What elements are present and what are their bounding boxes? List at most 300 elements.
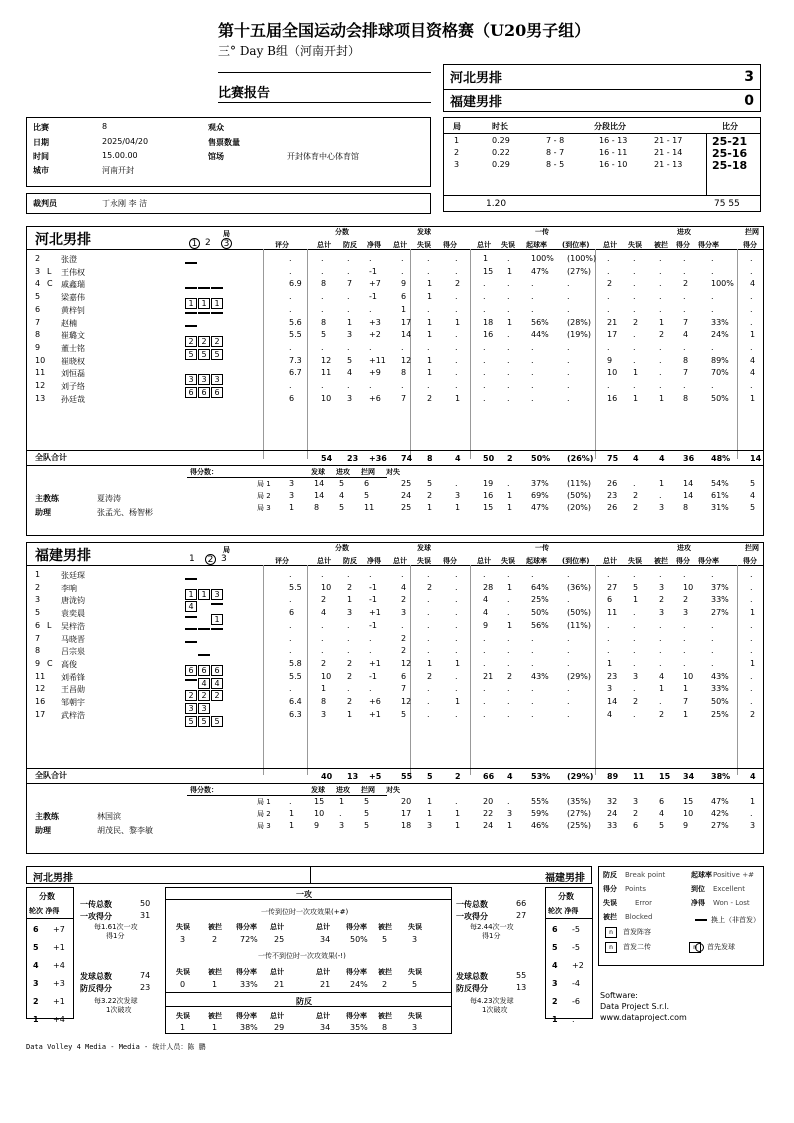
sets-h-score: 比分 bbox=[722, 122, 738, 131]
stat-bp: 7 bbox=[347, 279, 353, 289]
stat-wl: . bbox=[369, 570, 372, 579]
set-stat-ae: 2 bbox=[633, 809, 639, 818]
legend-lineup: 首先发球 bbox=[707, 943, 735, 951]
stat-sp: . bbox=[455, 646, 458, 656]
stat-apct: . bbox=[711, 342, 714, 352]
mid-col-header: 被拦 bbox=[208, 1012, 222, 1020]
stat-ap: 8 bbox=[683, 393, 689, 403]
stat-val: . bbox=[289, 570, 292, 579]
stat-se: . bbox=[427, 570, 430, 579]
set-partial-3: 21 - 14 bbox=[654, 148, 683, 157]
stat-rpos: . bbox=[531, 684, 534, 694]
stat-ab: 1 bbox=[659, 393, 665, 403]
mid-col-header: 得分率 bbox=[236, 1012, 257, 1020]
date-value: 2025/04/20 bbox=[102, 137, 149, 146]
stat-val: 6 bbox=[289, 393, 295, 403]
total-bk: 14 bbox=[750, 454, 762, 463]
stat-sp: . bbox=[455, 608, 458, 618]
stat-bp: . bbox=[347, 570, 350, 579]
date-label: 日期 bbox=[33, 138, 49, 147]
player-name: 刘希锋 bbox=[61, 672, 85, 682]
set-stat-se: 5 bbox=[427, 479, 433, 488]
stat-val: . bbox=[289, 633, 292, 643]
stat-rpos: . bbox=[531, 633, 534, 643]
set-partial-1: 8 - 5 bbox=[546, 160, 565, 169]
referee-box bbox=[26, 193, 431, 214]
stat-val: . bbox=[289, 381, 292, 390]
stat-rt: 28 bbox=[483, 582, 494, 592]
stat-ae: . bbox=[633, 658, 636, 668]
stat-tot: . bbox=[321, 342, 324, 352]
stat-se: . bbox=[427, 254, 430, 263]
stat-bk: . bbox=[750, 304, 753, 314]
rotation-net: +4 bbox=[53, 961, 65, 970]
stat-tot: . bbox=[321, 292, 324, 302]
stat-rexc: . bbox=[567, 368, 570, 378]
set-points-value: 14 bbox=[314, 491, 325, 500]
rotation-number: 6 bbox=[552, 925, 558, 934]
player-name: 戚鑫瑞 bbox=[61, 280, 85, 290]
stat-re: . bbox=[507, 608, 510, 618]
sideout-breakpoint-table bbox=[165, 887, 452, 1034]
player-role-tag: C bbox=[47, 658, 53, 668]
stat-rt: . bbox=[483, 709, 486, 719]
stat-se: 1 bbox=[427, 330, 433, 340]
legend-key: 被拦 bbox=[603, 913, 617, 921]
stat-tot: . bbox=[321, 570, 324, 579]
player-set-lineup: 5 5 5 bbox=[185, 709, 224, 728]
rotation-net: -5 bbox=[572, 925, 580, 934]
rotation-net: +4 bbox=[53, 1015, 65, 1024]
stat-se: 1 bbox=[427, 355, 433, 365]
col-total-header: 总计 bbox=[317, 241, 331, 249]
stat-ab: 2 bbox=[659, 709, 665, 719]
head-coach-label: 主教练 bbox=[35, 494, 59, 503]
stat-se: . bbox=[427, 342, 430, 352]
col-attack-blocked-header: 被拦 bbox=[654, 241, 668, 249]
legend-desc: Break point bbox=[625, 871, 666, 879]
total-rpos: 53% bbox=[531, 772, 551, 781]
mid-value: 3 bbox=[412, 1023, 418, 1032]
stat-ap: 2 bbox=[683, 279, 689, 289]
rotation-number: 2 bbox=[552, 997, 558, 1006]
team-name-heading: 福建男排 bbox=[35, 548, 91, 564]
rotation-table-b bbox=[545, 887, 593, 1024]
stat-rpos: 56% bbox=[531, 620, 549, 630]
player-number: 7 bbox=[35, 317, 41, 327]
player-number: 1 bbox=[35, 570, 41, 579]
player-role-tag: L bbox=[47, 620, 52, 630]
total-ae: 4 bbox=[633, 454, 639, 463]
stat-val: 5.5 bbox=[289, 330, 302, 340]
legend-desc: Points bbox=[625, 885, 647, 893]
total-ae: 11 bbox=[633, 772, 645, 781]
stat-ae: . bbox=[633, 684, 636, 694]
set-stat-sp: 1 bbox=[455, 809, 461, 818]
player-name: 李响 bbox=[61, 583, 77, 593]
stat-ab: . bbox=[659, 279, 662, 289]
serve-header: 发球 bbox=[417, 544, 431, 552]
stat-at: 17 bbox=[607, 330, 618, 340]
stat-se: 2 bbox=[427, 582, 433, 592]
set-stat-se: 1 bbox=[427, 503, 433, 512]
player-number: 6 bbox=[35, 304, 41, 314]
rotation-number: 1 bbox=[33, 1015, 39, 1024]
set-points-value: 5 bbox=[339, 479, 345, 488]
stat-bp: . bbox=[347, 342, 350, 352]
set-stat-sp: 3 bbox=[455, 491, 461, 500]
stat-ap: . bbox=[683, 254, 686, 263]
stat-label: 一传总数 bbox=[456, 900, 488, 909]
mid-col-header: 得分率 bbox=[236, 968, 257, 976]
player-number: 3 bbox=[35, 266, 41, 276]
stat-bp: . bbox=[347, 292, 350, 302]
stat-se: 1 bbox=[427, 292, 433, 302]
stat-bk: 4 bbox=[750, 279, 756, 289]
player-name: 马晓晋 bbox=[61, 634, 85, 644]
stat-wl: +1 bbox=[369, 608, 381, 618]
stat-rpos: . bbox=[531, 658, 534, 668]
set-points-value: 5 bbox=[364, 491, 370, 500]
col-serve-total-header: 总计 bbox=[393, 241, 407, 249]
stat-at: 10 bbox=[607, 368, 618, 378]
stat-rexc: . bbox=[567, 279, 570, 289]
stat-rpos: 64% bbox=[531, 582, 549, 592]
stat-se: . bbox=[427, 684, 430, 694]
player-name: 袁奕晨 bbox=[61, 609, 85, 619]
stat-value: 74 bbox=[140, 971, 151, 980]
serve-header: 发球 bbox=[417, 228, 431, 236]
rotation-net: -4 bbox=[572, 979, 580, 988]
set-stat-se: 1 bbox=[427, 809, 433, 818]
stat-rt: 21 bbox=[483, 671, 494, 681]
set-points-value: 5 bbox=[364, 821, 370, 830]
legend-key: 起球率 bbox=[691, 871, 712, 879]
rotation-net: +7 bbox=[53, 925, 65, 934]
stat-st: . bbox=[401, 342, 404, 352]
stat-value: 23 bbox=[140, 983, 151, 992]
col-rating-header: 评分 bbox=[275, 241, 289, 249]
stat-sp: . bbox=[455, 381, 458, 390]
sideout-subtitle-2: 一传不到位时一次攻效果(-!) bbox=[258, 952, 346, 960]
stat-ab: . bbox=[659, 266, 662, 276]
total-ab: 15 bbox=[659, 772, 671, 781]
set-stat-rt: 22 bbox=[483, 809, 494, 818]
mid-col-header: 失误 bbox=[408, 968, 422, 976]
mid-value: 2 bbox=[382, 980, 388, 989]
total-apct: 38% bbox=[711, 772, 731, 781]
stat-rt: . bbox=[483, 393, 486, 403]
stat-rpos: 100% bbox=[531, 254, 554, 263]
stat-at: 21 bbox=[607, 317, 618, 327]
stat-st: . bbox=[401, 254, 404, 263]
rotation-net: -5 bbox=[572, 943, 580, 952]
match-result-box bbox=[443, 64, 761, 112]
set-stat-se: 3 bbox=[427, 821, 433, 830]
stat-sp: . bbox=[455, 355, 458, 365]
player-set-lineup: 4 bbox=[185, 594, 224, 613]
set-stat-re: 1 bbox=[507, 491, 513, 500]
block-header: 拦网 bbox=[745, 228, 759, 236]
player-name: 黄梓钊 bbox=[61, 305, 85, 315]
stat-rt: . bbox=[483, 292, 486, 302]
referee-value: 丁永刚 李 洁 bbox=[102, 199, 148, 208]
stat-sp: . bbox=[455, 582, 458, 592]
mid-col-header: 总计 bbox=[270, 1012, 284, 1020]
stat-tot: 8 bbox=[321, 697, 327, 706]
total-se: 5 bbox=[427, 772, 433, 781]
stat-at: . bbox=[607, 646, 610, 656]
stat-rpos: . bbox=[531, 570, 534, 579]
stat-ae: 2 bbox=[633, 317, 639, 327]
stat-apct: 24% bbox=[711, 330, 729, 340]
stat-tot: 2 bbox=[321, 595, 327, 605]
stat-sp: . bbox=[455, 633, 458, 643]
team-total-label: 全队合计 bbox=[35, 771, 67, 780]
set-stat-bk: 5 bbox=[750, 479, 756, 488]
stat-bk: . bbox=[750, 595, 753, 605]
set-stat-rt: 16 bbox=[483, 491, 494, 500]
stat-at: . bbox=[607, 254, 610, 263]
stat-rexc: . bbox=[567, 633, 570, 643]
stat-rexc: (36%) bbox=[567, 582, 592, 592]
rotation-net: -6 bbox=[572, 997, 580, 1006]
set-stat-apct: 61% bbox=[711, 491, 729, 500]
set-stat-sp: 1 bbox=[455, 821, 461, 830]
col-won-lost-header: 净得 bbox=[367, 557, 381, 565]
team-name-heading: 河北男排 bbox=[35, 232, 91, 248]
stat-bk: . bbox=[750, 381, 753, 390]
stat-bp: 2 bbox=[347, 582, 353, 592]
stat-val: 5.5 bbox=[289, 671, 302, 681]
stat-bk: . bbox=[750, 684, 753, 694]
stat-at: 9 bbox=[607, 355, 613, 365]
bottom-team-bar bbox=[26, 866, 592, 884]
total-ab: 4 bbox=[659, 454, 665, 463]
stat-rexc: (27%) bbox=[567, 266, 592, 276]
set-stat-ab: . bbox=[659, 491, 662, 500]
total-bp: 23 bbox=[347, 454, 359, 463]
stat-bp: 1 bbox=[347, 317, 353, 327]
stat-rpos: . bbox=[531, 381, 534, 390]
points-col-header: 发球 bbox=[311, 786, 325, 794]
set-points-value: 1 bbox=[289, 809, 295, 818]
stat-wl: +2 bbox=[369, 330, 381, 340]
stat-value: 66 bbox=[516, 899, 527, 908]
legend-key: 得分 bbox=[603, 885, 617, 893]
head-coach-name: 林国滨 bbox=[97, 812, 121, 821]
total-rexc: (29%) bbox=[567, 772, 594, 781]
score-header: 分数 bbox=[335, 544, 349, 552]
stat-st: 12 bbox=[401, 658, 412, 668]
col-recv-error-header: 失误 bbox=[501, 557, 515, 565]
player-name: 武梓浩 bbox=[61, 710, 85, 720]
mid-value: 29 bbox=[274, 1023, 285, 1032]
stat-wl: +1 bbox=[369, 709, 381, 719]
stat-se: . bbox=[427, 608, 430, 618]
stat-rexc: (50%) bbox=[567, 608, 592, 618]
set-stat-rt: 19 bbox=[483, 479, 494, 488]
stat-re: . bbox=[507, 697, 510, 706]
rotation-net: +2 bbox=[572, 961, 584, 970]
stat-se: 1 bbox=[427, 317, 433, 327]
mid-value: 5 bbox=[412, 980, 418, 989]
team-stats-table bbox=[26, 542, 764, 854]
rotation-number: 3 bbox=[33, 979, 39, 988]
stat-ae: . bbox=[633, 342, 636, 352]
stat-bk: . bbox=[750, 254, 753, 263]
set-partial-2: 16 - 13 bbox=[599, 136, 628, 145]
rotation-number: 3 bbox=[552, 979, 558, 988]
stat-apct: 50% bbox=[711, 393, 729, 403]
stat-rt: . bbox=[483, 684, 486, 694]
set-stat-ap: 9 bbox=[683, 821, 689, 830]
player-role-tag: C bbox=[47, 279, 53, 289]
set-stat-rpos: 55% bbox=[531, 797, 549, 806]
stat-tot: . bbox=[321, 646, 324, 656]
footer-text: Data Volley 4 Media - Media - 统计人员：陈 鹏 bbox=[26, 1043, 206, 1051]
stat-rpos: . bbox=[531, 279, 534, 289]
stat-rpos: . bbox=[531, 342, 534, 352]
stat-ae: 3 bbox=[633, 671, 639, 681]
player-set-lineup: 3 3 3 bbox=[185, 367, 224, 386]
stat-rpos: . bbox=[531, 646, 534, 656]
set-stat-rt: 15 bbox=[483, 503, 494, 512]
stat-ab: 2 bbox=[659, 595, 665, 605]
assistant-coach-names: 张孟光、杨智彬 bbox=[97, 508, 153, 517]
stat-bp: . bbox=[347, 633, 350, 643]
stat-tot: 10 bbox=[321, 393, 332, 403]
stat-ab: . bbox=[659, 304, 662, 314]
set-stat-bk: 3 bbox=[750, 821, 756, 830]
set-stat-at: 24 bbox=[607, 809, 618, 818]
set-stat-ae: 3 bbox=[633, 797, 639, 806]
player-set-lineup bbox=[185, 253, 198, 272]
stat-bk: . bbox=[750, 292, 753, 302]
stat-rexc: . bbox=[567, 393, 570, 403]
stat-bk: 1 bbox=[750, 393, 756, 403]
set-stat-bk: 1 bbox=[750, 797, 756, 806]
stat-sp: . bbox=[455, 342, 458, 352]
col-attack-total-header: 总计 bbox=[603, 557, 617, 565]
report-subtitle: 三° Day B组（河南开封） bbox=[218, 44, 361, 58]
stat-at: 14 bbox=[607, 697, 618, 706]
mid-value: 34 bbox=[320, 935, 331, 944]
set-points-value: 5 bbox=[364, 797, 370, 806]
efficiency-note: 1次破攻 bbox=[482, 1006, 508, 1014]
mid-value: 25 bbox=[274, 935, 285, 944]
stat-ap: . bbox=[683, 620, 686, 630]
reception-header: 一传 bbox=[535, 228, 549, 236]
set-stat-bk: 5 bbox=[750, 503, 756, 512]
stat-rexc: . bbox=[567, 697, 570, 706]
col-attack-total-header: 总计 bbox=[603, 241, 617, 249]
stat-ap: . bbox=[683, 570, 686, 579]
player-name: 赵楠 bbox=[61, 318, 77, 328]
stat-re: . bbox=[507, 355, 510, 365]
stat-bp: . bbox=[347, 646, 350, 656]
sideout-title: 一攻 bbox=[296, 890, 312, 899]
set-number: 1 bbox=[454, 136, 460, 145]
legend-desc: Positive +# bbox=[713, 871, 754, 879]
set-stat-rexc: (50%) bbox=[567, 491, 592, 500]
stat-rt: . bbox=[483, 355, 486, 365]
player-number: 10 bbox=[35, 355, 46, 365]
stat-bp: 4 bbox=[347, 368, 353, 378]
set-stat-re: . bbox=[507, 479, 510, 488]
stat-rexc: . bbox=[567, 709, 570, 719]
stat-rexc: (19%) bbox=[567, 330, 592, 340]
mid-col-header: 总计 bbox=[270, 923, 284, 931]
stat-ap: . bbox=[683, 292, 686, 302]
stat-ap: . bbox=[683, 658, 686, 668]
points-col-header: 发球 bbox=[311, 468, 325, 476]
set-stat-bk: . bbox=[750, 809, 753, 818]
stat-ap: . bbox=[683, 381, 686, 390]
stat-re: . bbox=[507, 292, 510, 302]
legend-sub: 换上（非首发） bbox=[711, 916, 760, 924]
stat-bk: . bbox=[750, 317, 753, 327]
legend-desc: Error bbox=[635, 899, 653, 907]
stat-ae: . bbox=[633, 304, 636, 314]
rotation-number: 5 bbox=[552, 943, 558, 952]
stat-at: . bbox=[607, 304, 610, 314]
total-bp: 13 bbox=[347, 772, 359, 781]
col-attack-error-header: 失误 bbox=[628, 557, 642, 565]
stat-rexc: . bbox=[567, 292, 570, 302]
total-sp: 2 bbox=[455, 772, 461, 781]
block-header: 拦网 bbox=[745, 544, 759, 552]
stat-re: . bbox=[507, 330, 510, 340]
mid-value: 0 bbox=[180, 980, 186, 989]
stat-apct: . bbox=[711, 633, 714, 643]
stat-tot: 1 bbox=[321, 684, 327, 694]
col-attack-pct-header: 得分率 bbox=[698, 241, 719, 249]
assistant-coach-names: 胡茂民、黎李敏 bbox=[97, 826, 153, 835]
mid-value: 72% bbox=[240, 935, 258, 944]
stat-bk: 4 bbox=[750, 368, 756, 378]
stat-se: . bbox=[427, 633, 430, 643]
stat-val: . bbox=[289, 620, 292, 630]
points-col-header: 对失 bbox=[386, 786, 400, 794]
player-number: 11 bbox=[35, 671, 46, 681]
stat-apct: 43% bbox=[711, 671, 729, 681]
set-stat-st: 20 bbox=[401, 797, 412, 806]
stat-ab: . bbox=[659, 697, 662, 706]
stat-at: 4 bbox=[607, 709, 613, 719]
stat-re: 1 bbox=[507, 620, 513, 630]
bottom-team-a: 河北男排 bbox=[33, 873, 73, 884]
set-points-value: . bbox=[339, 809, 342, 818]
efficiency-note: 得1分 bbox=[482, 932, 501, 940]
efficiency-note: 每2.44次一攻 bbox=[470, 923, 514, 931]
stat-sp: . bbox=[455, 620, 458, 630]
set-stat-re: . bbox=[507, 797, 510, 806]
stat-tot: 3 bbox=[321, 709, 327, 719]
total-rpos: 50% bbox=[531, 454, 551, 463]
player-name: 吕宗泉 bbox=[61, 647, 85, 657]
points-label: 得分数： bbox=[190, 786, 218, 794]
stat-ae: 1 bbox=[633, 368, 639, 378]
stat-ab: . bbox=[659, 570, 662, 579]
stat-bk: 2 bbox=[750, 709, 756, 719]
set-points-value: . bbox=[289, 797, 292, 806]
stat-rpos: . bbox=[531, 355, 534, 365]
set-stat-apct: 42% bbox=[711, 809, 729, 818]
points-col-header: 对失 bbox=[386, 468, 400, 476]
stat-bp: 3 bbox=[347, 393, 353, 403]
stat-ab: 1 bbox=[659, 317, 665, 327]
